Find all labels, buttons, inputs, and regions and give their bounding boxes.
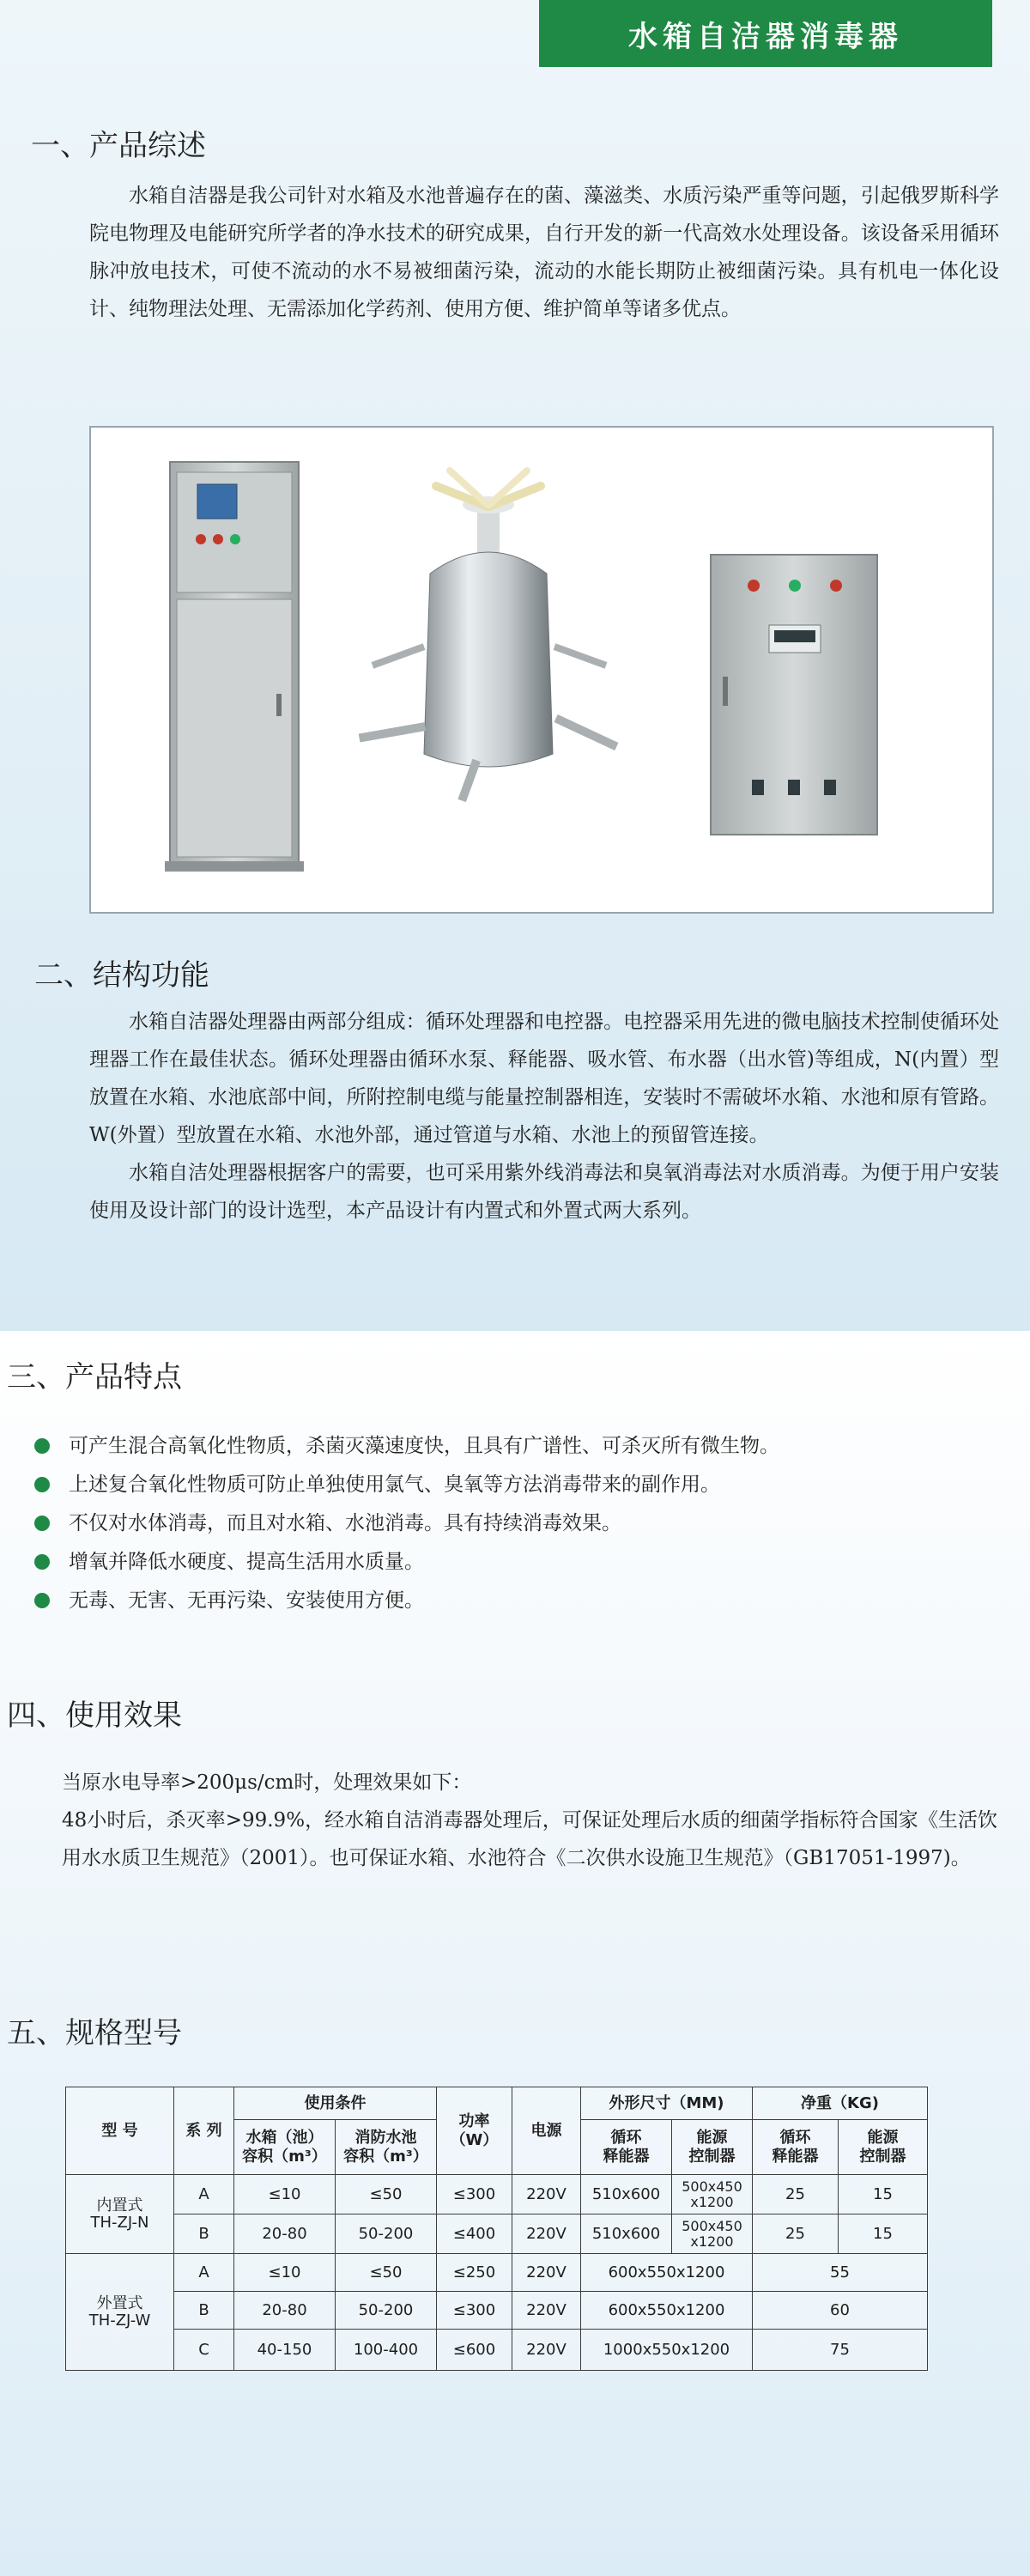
cell-fire: 50-200 — [336, 2292, 437, 2330]
cell-weight: 55 — [753, 2254, 928, 2292]
table-row — [66, 2330, 928, 2371]
structure-paragraph-1: 水箱自洁器处理器由两部分组成：循环处理器和电控器。电控器采用先进的微电脑技术控制使循环处理器工作在最佳状态。循环处理器由循环水泵、释能器、吸水管、布水器（出水管)等组成，N(内置）型放置在水箱、水池底部中间，所附控制电缆与能量控制器相连，安装时不需破坏水箱、水池和原有管路。W(外置）型放置在水箱、水池外部，通过管道与水箱、水池上的预留管连接。 — [89, 1011, 999, 1146]
cell-weight-cyc: 25 — [753, 2215, 839, 2254]
features-list — [34, 1427, 961, 1620]
header-model: 型 号 — [66, 2087, 174, 2175]
overview-paragraph: 水箱自洁器是我公司针对水箱及水池普遍存在的菌、藻滋类、水质污染严重等问题，引起俄罗斯科学院电物理及电能研究所学者的净水技术的研究成果，自行开发的新一代高效水处理设备。该设备采用循环脉冲放电技术，可使不流动的水不易被细菌污染，流动的水能长期防止被细菌污染。具有机电一体化设计、纯物理法处理、无需添加化学药剂、使用方便、维护简单等诸多优点。 — [89, 185, 999, 320]
table-row — [66, 2292, 928, 2330]
header-supply: 电源 — [512, 2087, 581, 2175]
header-weight: 净重（KG) — [753, 2087, 928, 2120]
cell-tank: 20-80 — [234, 2292, 336, 2330]
structure-text — [89, 1003, 999, 1230]
list-item: 可产生混合高氧化性物质，杀菌灭藻速度快，且具有广谱性、可杀灭所有微生物。 — [34, 1427, 961, 1466]
cell-supply: 220V — [512, 2292, 581, 2330]
header-conditions: 使用条件 — [234, 2087, 437, 2120]
list-item: 增氧并降低水硬度、提高生活用水质量。 — [34, 1543, 961, 1582]
cell-tank: 20-80 — [234, 2215, 336, 2254]
header-w-cyc: 循环 释能器 — [753, 2120, 839, 2175]
structure-paragraph-2: 水箱自洁处理器根据客户的需要，也可采用紫外线消毒法和臭氧消毒法对水质消毒。为便于用户安装使用及设计部门的设计选型，本产品设计有内置式和外置式两大系列。 — [89, 1162, 999, 1222]
cell-dim-ctrl: 500x450 x1200 — [672, 2175, 753, 2215]
bullet-icon — [34, 1438, 50, 1454]
header-fire: 消防水池 容积（m³） — [336, 2120, 437, 2175]
header-dim-ctrl: 能源 控制器 — [672, 2120, 753, 2175]
cell-dim-ctrl: 500x450 x1200 — [672, 2215, 753, 2254]
cell-tank: ≤10 — [234, 2254, 336, 2292]
cell-weight: 75 — [753, 2330, 928, 2371]
cell-series: B — [174, 2215, 234, 2254]
cell-dim-cyc: 510x600 — [581, 2175, 672, 2215]
cell-power: ≤400 — [437, 2215, 512, 2254]
cell-supply: 220V — [512, 2175, 581, 2215]
cell-dims: 600x550x1200 — [581, 2292, 753, 2330]
cell-power: ≤300 — [437, 2292, 512, 2330]
cell-tank: 40-150 — [234, 2330, 336, 2371]
overview-heading: 一、产品综述 — [31, 129, 206, 163]
cell-dims: 1000x550x1200 — [581, 2330, 753, 2371]
page-title: 水箱自洁器消毒器 — [539, 0, 992, 67]
cell-dim-cyc: 510x600 — [581, 2215, 672, 2254]
cell-weight-ctrl: 15 — [839, 2215, 928, 2254]
structure-heading: 二、结构功能 — [34, 958, 209, 993]
cell-fire: 100-400 — [336, 2330, 437, 2371]
effect-line-2: 48小时后，杀灭率>99.9%，经水箱自洁消毒器处理后，可保证处理后水质的细菌学指标符合国家《生活饮用水水质卫生规范》（2001）。也可保证水箱、水池符合《二次供水设施卫生规范》（GB17051-1997)。 — [62, 1809, 997, 1869]
features-heading: 三、产品特点 — [7, 1360, 182, 1394]
cell-weight-cyc: 25 — [753, 2175, 839, 2215]
cell-power: ≤250 — [437, 2254, 512, 2292]
cell-fire: ≤50 — [336, 2175, 437, 2215]
header-power: 功率 （W） — [437, 2087, 512, 2175]
spec-table — [65, 2087, 928, 2371]
bullet-icon — [34, 1554, 50, 1570]
cell-series: A — [174, 2175, 234, 2215]
effect-heading: 四、使用效果 — [7, 1698, 182, 1733]
spec-heading: 五、规格型号 — [7, 2016, 182, 2050]
cell-weight-ctrl: 15 — [839, 2175, 928, 2215]
header-tank: 水箱（池） 容积（m³） — [234, 2120, 336, 2175]
bullet-icon — [34, 1477, 50, 1492]
model-internal: 内置式 TH-ZJ-N — [66, 2175, 174, 2254]
cell-power: ≤300 — [437, 2175, 512, 2215]
cell-weight: 60 — [753, 2292, 928, 2330]
cell-supply: 220V — [512, 2330, 581, 2371]
cell-series: B — [174, 2292, 234, 2330]
table-row — [66, 2215, 928, 2254]
cell-tank: ≤10 — [234, 2175, 336, 2215]
table-row — [66, 2175, 928, 2215]
cell-fire: 50-200 — [336, 2215, 437, 2254]
cell-fire: ≤50 — [336, 2254, 437, 2292]
header-dims: 外形尺寸（MM) — [581, 2087, 753, 2120]
list-item: 不仅对水体消毒，而且对水箱、水池消毒。具有持续消毒效果。 — [34, 1504, 961, 1543]
cell-supply: 220V — [512, 2254, 581, 2292]
cell-supply: 220V — [512, 2215, 581, 2254]
header-w-ctrl: 能源 控制器 — [839, 2120, 928, 2175]
list-item: 上述复合氧化性物质可防止单独使用氯气、臭氧等方法消毒带来的副作用。 — [34, 1466, 961, 1504]
header-dim-cyc: 循环 释能器 — [581, 2120, 672, 2175]
overview-text — [89, 177, 999, 328]
header-series: 系 列 — [174, 2087, 234, 2175]
table-row — [66, 2254, 928, 2292]
cell-series: C — [174, 2330, 234, 2371]
bullet-icon — [34, 1516, 50, 1531]
cell-power: ≤600 — [437, 2330, 512, 2371]
effect-line-1: 当原水电导率>200μs/cm时，处理效果如下： — [62, 1771, 472, 1794]
product-photo — [89, 426, 994, 914]
product-illustration — [91, 428, 992, 912]
model-external: 外置式 TH-ZJ-W — [66, 2254, 174, 2371]
bullet-icon — [34, 1593, 50, 1608]
cycle-releaser — [359, 471, 619, 802]
cell-dims: 600x550x1200 — [581, 2254, 753, 2292]
control-cabinet — [165, 462, 304, 872]
cell-series: A — [174, 2254, 234, 2292]
list-item: 无毒、无害、无再污染、安装使用方便。 — [34, 1582, 961, 1620]
table-header-row — [66, 2087, 928, 2120]
effect-text — [62, 1764, 997, 1877]
energy-controller — [711, 555, 877, 835]
